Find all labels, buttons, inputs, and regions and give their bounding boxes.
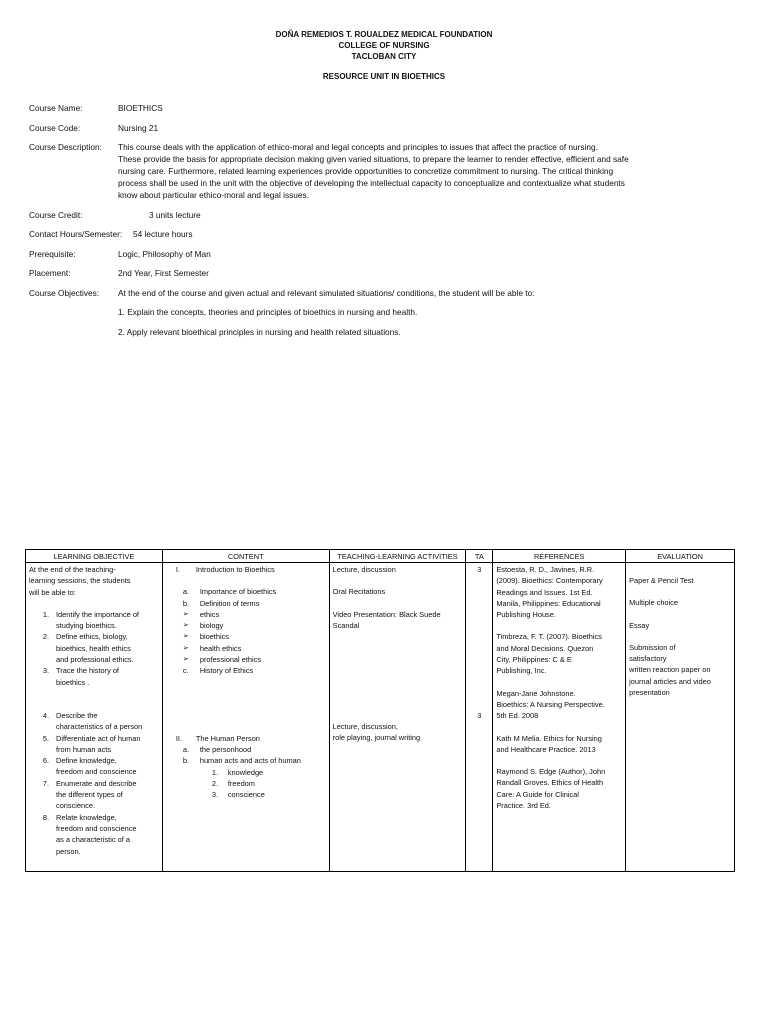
content-numbered-item: [166, 767, 326, 778]
evaluation-text: Submission of: [629, 642, 676, 652]
lo-list-a: [29, 609, 159, 688]
lo-item: [37, 733, 159, 756]
content-bullet: [166, 643, 326, 654]
reference-line: Raymond S. Edge (Author), John: [496, 767, 606, 777]
course-credit-label: Course Credit:: [29, 209, 83, 220]
content-unit-1: [166, 564, 326, 575]
content-cell: [162, 563, 329, 872]
spacer: [629, 631, 731, 642]
spacer: [469, 575, 489, 710]
course-name-value: BIOETHICS: [118, 103, 163, 113]
lo-item-line: studying bioethics.: [56, 621, 117, 631]
lo-item-line: Relate knowledge,: [56, 812, 117, 822]
numbered-item-text: conscience: [227, 790, 265, 800]
reference-line: Bioethics: A Nursing Perspective.: [496, 699, 605, 709]
lo-item-line: and professional ethics.: [56, 655, 134, 665]
numbered-item-text: knowledge: [227, 767, 264, 777]
bullet-text: bioethics: [199, 632, 229, 642]
activity-text: Video Presentation: Black Suede: [332, 609, 441, 619]
activity-text: Lecture, discussion,: [332, 722, 398, 732]
content-numbered-item: [166, 778, 326, 789]
resource-unit-table: [25, 549, 735, 872]
content-bullet: [166, 631, 326, 642]
description-line: know about particular ethico-moral and legal issues.: [118, 190, 309, 200]
reference-line: Randall Groves. Ethics of Health: [496, 778, 604, 788]
subitem-text: History of Ethics: [199, 666, 254, 676]
arrow-bullet-icon: ➢: [182, 610, 189, 618]
activity-text: role playing, journal writing: [332, 733, 421, 743]
lo-item: [37, 631, 159, 665]
contact-hours-row: [29, 228, 741, 240]
lo-item-line: Trace the history of: [56, 666, 119, 676]
reference-entry: [496, 564, 622, 620]
reference-line: 5th Ed. 2008: [496, 711, 539, 721]
spacer: [629, 609, 731, 620]
placement-row: [29, 267, 741, 279]
course-objectives-label: Course Objectives:: [29, 287, 100, 298]
lo-intro-line: At the end of the teaching-: [29, 565, 116, 574]
evaluation-text: Paper & Pencil Test: [629, 576, 694, 585]
ta-cell: [466, 563, 493, 872]
reference-line: Estoesta, R. D., Javines, R.R.: [496, 565, 595, 574]
city-name: TACLOBAN CITY: [351, 52, 417, 61]
column-header-learning-objective: LEARNING OBJECTIVE: [26, 550, 163, 563]
content-subitem: [166, 586, 326, 597]
lo-item: [37, 665, 159, 688]
reference-entry: [496, 631, 622, 676]
reference-line: Megan-Jane Johnstone.: [496, 688, 576, 698]
lo-item-number: 7.: [42, 778, 49, 788]
course-credit-value: 3 units lecture: [149, 209, 201, 220]
arrow-bullet-icon: ➢: [182, 622, 189, 630]
course-code-row: [29, 122, 741, 134]
activity-text: Scandal: [332, 620, 360, 630]
arrow-bullet-icon: ➢: [182, 656, 189, 664]
spacer: [496, 755, 622, 766]
evaluation-text: presentation: [629, 688, 670, 698]
lo-item: [37, 778, 159, 812]
course-objectives-row: [29, 287, 741, 299]
lo-item-number: 3.: [42, 666, 49, 676]
lo-item-line: bioethics, health ethics: [56, 643, 131, 653]
subitem-letter: b.: [182, 756, 189, 766]
reference-line: Practice. 3rd Ed.: [496, 801, 551, 811]
lo-item-line: person.: [56, 846, 81, 856]
reference-entry: [496, 766, 622, 811]
references-cell: [493, 563, 626, 872]
foundation-name: DOÑA REMEDIOS T. ROUALDEZ MEDICAL FOUNDATION: [275, 30, 493, 39]
lo-item-line: as a characteristic of a: [56, 835, 130, 845]
bullet-text: biology: [199, 621, 224, 631]
lo-item: [37, 710, 159, 733]
table-row: [26, 563, 735, 872]
reference-line: Publishing, Inc.: [496, 666, 547, 676]
ta-value: 3: [477, 711, 482, 721]
bullet-text: health ethics: [199, 643, 242, 653]
lo-item-text: [56, 609, 159, 632]
description-line: process shall be used in the unit with the objective of developing the intellectual capacity to conceptualize and contextualize what students: [118, 178, 625, 188]
numbered-item-number: 1.: [211, 767, 218, 777]
reference-line: and Healthcare Practice. 2013: [496, 744, 596, 754]
course-objectives-intro: At the end of the course and given actual and relevant simulated situations/ conditions, the student will be able to:: [118, 287, 535, 298]
activity-text: Oral Recitations: [332, 587, 386, 597]
lo-item-line: bioethics .: [56, 677, 90, 687]
unit-title: The Human Person: [195, 733, 260, 743]
reference-line: Readings and Issues. 1st Ed.: [496, 587, 593, 597]
content-numbered-item: [166, 789, 326, 800]
spacer: [333, 598, 463, 609]
reference-line: Care: A Guide for Clinical: [496, 789, 579, 799]
lo-item-line: characteristics of a person: [56, 722, 143, 732]
lo-item-line: conscience.: [56, 801, 96, 811]
activity-text: Lecture, discussion: [332, 565, 396, 574]
lo-item-line: freedom and conscience: [56, 767, 137, 777]
course-code-label: Course Code:: [29, 122, 81, 133]
course-objective-item: 2. Apply relevant bioethical principles in nursing and health related situations.: [118, 326, 401, 337]
spacer: [333, 575, 463, 586]
document-title: RESOURCE UNIT IN BIOETHICS: [322, 72, 446, 81]
lo-item-number: 6.: [42, 756, 49, 766]
reference-line: (2009). Bioethics: Contemporary: [496, 576, 603, 586]
course-name-row: [29, 102, 741, 114]
lo-item: [37, 755, 159, 778]
subitem-text: human acts and acts of human: [199, 756, 301, 766]
course-info: [29, 102, 741, 345]
course-description-value: [118, 141, 741, 201]
spacer: [496, 722, 622, 733]
lo-item-line: Differentiate act of human: [56, 733, 141, 743]
column-header-content: CONTENT: [162, 550, 329, 563]
numbered-item-text: freedom: [227, 778, 255, 788]
course-name-label: Course Name:: [29, 103, 83, 113]
lo-item-text: [56, 733, 159, 756]
lo-intro-line: learning sessions, the students: [29, 576, 131, 586]
lo-item-text: [56, 665, 159, 688]
lo-item-number: 1.: [42, 609, 49, 619]
ta-value: 3: [477, 565, 482, 574]
reference-line: Kath M Melia. Ethics for Nursing: [496, 733, 602, 743]
lo-item-line: Define ethics, biology,: [56, 632, 128, 642]
course-code-value: Nursing 21: [118, 122, 159, 133]
reference-line: and Moral Decisions. Quezon: [496, 643, 594, 653]
lo-intro-line: will be able to:: [29, 587, 76, 597]
lo-item-number: 4.: [42, 710, 49, 720]
reference-line: Manila, Philippines: Educational: [496, 598, 601, 608]
lo-item: [37, 812, 159, 857]
column-header-evaluation: EVALUATION: [626, 550, 735, 563]
content-bullet: [166, 654, 326, 665]
document-header: [0, 29, 768, 82]
reference-entry: [496, 688, 622, 722]
lo-item-number: 8.: [42, 812, 49, 822]
placement-label: Placement:: [29, 268, 71, 278]
placement-value: 2nd Year, First Semester: [118, 268, 209, 278]
lo-item-text: [56, 631, 159, 665]
contact-hours-label: Contact Hours/Semester:: [29, 229, 123, 239]
contact-hours-value: 54 lecture hours: [133, 229, 193, 239]
evaluation-cell: [626, 563, 735, 872]
spacer: [629, 586, 731, 597]
bullet-text: ethics: [199, 609, 220, 619]
column-header-activities: TEACHING-LEARNING ACTIVITIES: [329, 550, 466, 563]
unit-number: II.: [175, 733, 182, 743]
numbered-item-number: 3.: [211, 790, 218, 800]
lo-item-number: 5.: [42, 733, 49, 743]
lo-item-line: from human acts: [56, 744, 112, 754]
lo-item-line: Identify the importance of: [56, 609, 139, 619]
column-header-references: REFERENCES: [493, 550, 626, 563]
prerequisite-value: Logic, Philosophy of Man: [118, 248, 211, 259]
college-name: COLLEGE OF NURSING: [338, 41, 430, 50]
lo-item-line: Define knowledge,: [56, 756, 117, 766]
lo-item: [37, 609, 159, 632]
reference-line: Timbreza, F. T. (2007). Bioethics: [496, 632, 602, 642]
subitem-text: Importance of bioethics: [199, 587, 277, 597]
subitem-letter: a.: [182, 587, 189, 597]
reference-entry: [496, 733, 622, 756]
evaluation-text: journal articles and video: [629, 676, 711, 686]
subitem-letter: c.: [182, 666, 189, 676]
column-header-ta: TA: [466, 550, 493, 563]
unit-number: I.: [175, 565, 180, 574]
spacer: [629, 564, 731, 575]
content-unit-2: [166, 733, 326, 744]
unit-title: Introduction to Bioethics: [195, 565, 275, 574]
spacer: [166, 575, 326, 586]
description-line: nursing care. Furthermore, related learning experiences provide opportunities to concretize commitment to nursing. The critical thinking: [118, 166, 614, 176]
lo-item-line: Enumerate and describe: [56, 778, 137, 788]
content-subitem: [166, 744, 326, 755]
evaluation-text: Essay: [629, 620, 650, 630]
numbered-item-number: 2.: [211, 778, 218, 788]
arrow-bullet-icon: ➢: [182, 644, 189, 652]
content-bullet: [166, 620, 326, 631]
spacer: [333, 631, 463, 721]
lo-item-number: 2.: [42, 632, 49, 642]
learning-objective-cell: [26, 563, 163, 872]
prerequisite-label: Prerequisite:: [29, 248, 76, 259]
arrow-bullet-icon: ➢: [182, 633, 189, 641]
course-credit-row: [29, 209, 741, 221]
prerequisite-row: [29, 248, 741, 260]
reference-line: City, Philippines: C & E: [496, 655, 572, 665]
lo-item-text: [56, 778, 159, 812]
course-description-row: [29, 141, 741, 201]
course-description-label: Course Description:: [29, 142, 102, 152]
lo-item-line: freedom and conscience: [56, 823, 137, 833]
subitem-letter: a.: [182, 744, 189, 754]
lo-item-line: Describe the: [56, 710, 98, 720]
lo-item-text: [56, 812, 159, 857]
content-bullet: [166, 609, 326, 620]
evaluation-text: Multiple choice: [629, 598, 678, 608]
table-header-row: [26, 550, 735, 563]
subitem-letter: b.: [182, 598, 189, 608]
subitem-text: Definition of terms: [199, 598, 260, 608]
content-subitem: [166, 665, 326, 676]
lo-list-b: [29, 710, 159, 857]
description-line: This course deals with the application of ethico-moral and legal concepts and principles to issues that affect the practice of nursing.: [118, 142, 598, 152]
lo-item-text: [56, 710, 159, 733]
activities-cell: [329, 563, 466, 872]
description-line: These provide the basis for appropriate decision making given varied situations, to prepare the learner to render effective, efficient and safe: [118, 154, 629, 164]
evaluation-text: written reaction paper on: [629, 665, 711, 675]
course-objective-item: 1. Explain the concepts, theories and principles of bioethics in nursing and health.: [118, 307, 418, 317]
subitem-text: the personhood: [199, 744, 252, 754]
evaluation-text: satisfactory: [629, 654, 667, 664]
lo-item-line: the different types of: [56, 790, 123, 800]
bullet-text: professional ethics: [199, 655, 262, 665]
spacer: [496, 620, 622, 631]
reference-line: Publishing House.: [496, 610, 556, 620]
lo-item-text: [56, 755, 159, 778]
content-subitem: [166, 598, 326, 609]
spacer: [166, 677, 326, 733]
content-subitem: [166, 755, 326, 766]
spacer: [496, 677, 622, 688]
